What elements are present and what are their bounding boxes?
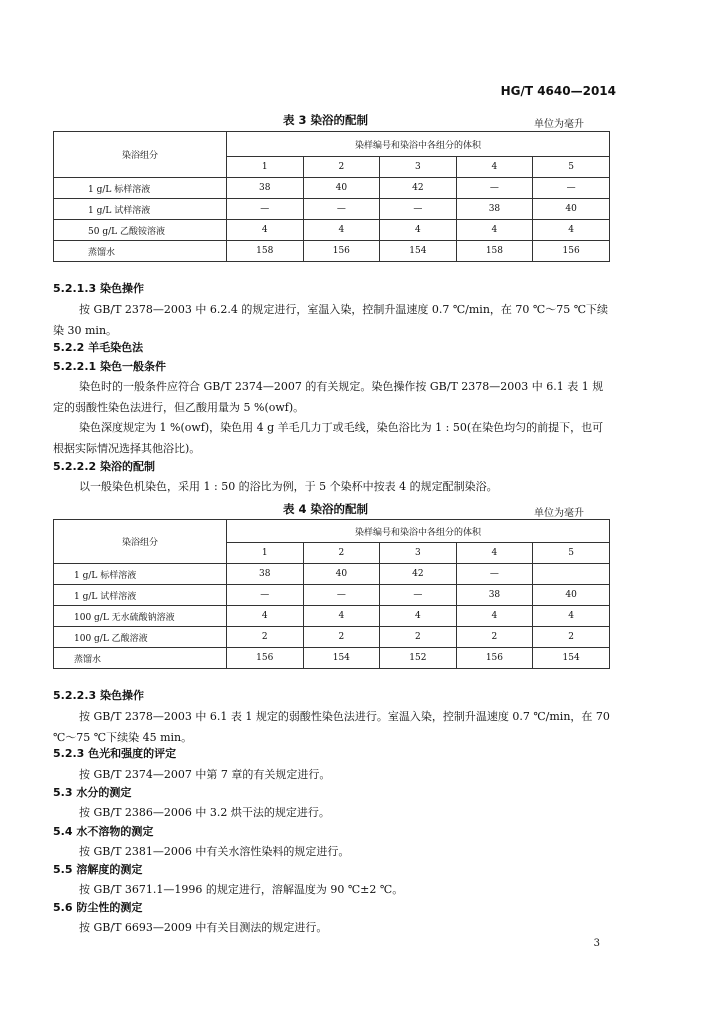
row-label: 100 g/L 无水硫酸钠溶液 — [54, 606, 227, 627]
standard-code: HG/T 4640—2014 — [500, 84, 616, 98]
table4-group-header: 染样编号和染浴中各组分的体积 — [227, 520, 610, 543]
cell: — — [380, 199, 457, 220]
table-row — [54, 199, 610, 220]
cell: 2 — [533, 627, 610, 648]
row-label: 1 g/L 试样溶液 — [54, 199, 227, 220]
table4-col-3: 3 — [380, 543, 457, 564]
cell: 154 — [380, 241, 457, 262]
heading-5-4: 5.4 水不溶物的测定 — [53, 825, 154, 838]
cell: 156 — [227, 648, 304, 669]
heading-5-2-2-1: 5.2.2.1 染色一般条件 — [53, 360, 166, 373]
paragraph-5-2-3: 按 GB/T 2374—2007 中第 7 章的有关规定进行。 — [79, 768, 331, 781]
cell: 158 — [456, 241, 533, 262]
paragraph-5-5: 按 GB/T 3671.1—1996 的规定进行，溶解温度为 90 ℃±2 ℃。 — [79, 883, 404, 896]
heading-5-2-3: 5.2.3 色光和强度的评定 — [53, 747, 177, 760]
cell: 42 — [380, 564, 457, 585]
cell: 154 — [533, 648, 610, 669]
cell: 4 — [303, 220, 380, 241]
table3-caption: 表 3 染浴的配制 — [283, 113, 369, 127]
cell: 40 — [533, 199, 610, 220]
cell: 4 — [380, 606, 457, 627]
row-label: 1 g/L 试样溶液 — [54, 585, 227, 606]
row-label: 蒸馏水 — [54, 241, 227, 262]
heading-5-2-2-3: 5.2.2.3 染色操作 — [53, 689, 144, 702]
paragraph-5-6: 按 GB/T 6693—2009 中有关目测法的规定进行。 — [79, 921, 328, 934]
cell: 40 — [303, 564, 380, 585]
table3-col-3: 3 — [380, 157, 457, 178]
heading-5-6: 5.6 防尘性的测定 — [53, 901, 143, 914]
cell: — — [303, 585, 380, 606]
page-number: 3 — [593, 938, 600, 949]
row-label: 50 g/L 乙酸铵溶液 — [54, 220, 227, 241]
heading-5-3: 5.3 水分的测定 — [53, 786, 132, 799]
row-label: 1 g/L 标样溶液 — [54, 178, 227, 199]
cell: 158 — [227, 241, 304, 262]
table3-unit: 单位为毫升 — [534, 119, 584, 130]
cell: 152 — [380, 648, 457, 669]
heading-5-5: 5.5 溶解度的测定 — [53, 863, 143, 876]
table3-col-1: 1 — [227, 157, 304, 178]
table4-row-header: 染浴组分 — [54, 520, 227, 564]
cell: 42 — [380, 178, 457, 199]
cell: — — [227, 199, 304, 220]
paragraph-5-2-2-3: 按 GB/T 2378—2003 中 6.1 表 1 规定的弱酸性染色法进行。室温入染，控制升温速度 0.7 ℃/min，在 70 ℃～75 ℃下续染 45 min。 — [53, 710, 610, 744]
paragraph-5-3: 按 GB/T 2386—2006 中 3.2 烘干法的规定进行。 — [79, 806, 330, 819]
cell: 4 — [227, 220, 304, 241]
cell: 2 — [456, 627, 533, 648]
cell: — — [456, 178, 533, 199]
cell: 4 — [456, 220, 533, 241]
cell: 4 — [533, 220, 610, 241]
heading-5-2-2-2: 5.2.2.2 染浴的配制 — [53, 460, 155, 473]
cell: 156 — [456, 648, 533, 669]
cell: 2 — [380, 627, 457, 648]
table4 — [53, 519, 610, 669]
table-row — [54, 606, 610, 627]
heading-5-2-1-3: 5.2.1.3 染色操作 — [53, 282, 144, 295]
cell — [533, 564, 610, 585]
cell: 40 — [533, 585, 610, 606]
cell: 4 — [533, 606, 610, 627]
cell: 2 — [227, 627, 304, 648]
table4-unit: 单位为毫升 — [534, 508, 584, 519]
table4-col-2: 2 — [303, 543, 380, 564]
cell: — — [380, 585, 457, 606]
cell: 4 — [380, 220, 457, 241]
paragraph-5-2-2-2: 以一般染色机染色，采用 1 : 50 的浴比为例，于 5 个染杯中按表 4 的规定配制染浴。 — [79, 480, 498, 493]
paragraph-5-2-2-1-a: 染色时的一般条件应符合 GB/T 2374—2007 的有关规定。染色操作按 GB/T 2378—2003 中 6.1 表 1 规定的弱酸性染色法进行，但乙酸用量为 5 %(owf)。 — [53, 380, 604, 414]
heading-5-2-2: 5.2.2 羊毛染色法 — [53, 341, 144, 354]
table3 — [53, 131, 610, 262]
table-row — [54, 585, 610, 606]
row-label: 100 g/L 乙酸溶液 — [54, 627, 227, 648]
table4-caption: 表 4 染浴的配制 — [283, 502, 369, 516]
table4-col-4: 4 — [456, 543, 533, 564]
table-row — [54, 178, 610, 199]
cell: 156 — [533, 241, 610, 262]
row-label: 1 g/L 标样溶液 — [54, 564, 227, 585]
paragraph-5-2-1-3: 按 GB/T 2378—2003 中 6.2.4 的规定进行，室温入染，控制升温速度 0.7 ℃/min，在 70 ℃～75 ℃下续染 30 min。 — [53, 303, 608, 337]
cell: 4 — [456, 606, 533, 627]
table3-group-header: 染样编号和染浴中各组分的体积 — [227, 132, 610, 157]
cell: — — [303, 199, 380, 220]
cell: 38 — [227, 564, 304, 585]
cell: 154 — [303, 648, 380, 669]
cell: — — [456, 564, 533, 585]
cell: 4 — [227, 606, 304, 627]
cell: 4 — [303, 606, 380, 627]
table-row — [54, 564, 610, 585]
table-row — [54, 241, 610, 262]
cell: 156 — [303, 241, 380, 262]
table3-row-header: 染浴组分 — [54, 132, 227, 178]
cell: 38 — [456, 199, 533, 220]
cell: 38 — [227, 178, 304, 199]
table-row — [54, 627, 610, 648]
table3-col-4: 4 — [456, 157, 533, 178]
row-label: 蒸馏水 — [54, 648, 227, 669]
table4-col-1: 1 — [227, 543, 304, 564]
paragraph-5-2-2-1-b: 染色深度规定为 1 %(owf)，染色用 4 g 羊毛几力丁或毛线，染色浴比为 1 : 50(在染色均匀的前提下，也可根据实际情况选择其他浴比)。 — [53, 421, 604, 455]
paragraph-5-4: 按 GB/T 2381—2006 中有关水溶性染料的规定进行。 — [79, 845, 350, 858]
cell: 38 — [456, 585, 533, 606]
cell: — — [227, 585, 304, 606]
table-row — [54, 220, 610, 241]
table3-col-2: 2 — [303, 157, 380, 178]
table4-col-5: 5 — [533, 543, 610, 564]
table-row — [54, 648, 610, 669]
cell: 2 — [303, 627, 380, 648]
table3-col-5: 5 — [533, 157, 610, 178]
cell: 40 — [303, 178, 380, 199]
cell: — — [533, 178, 610, 199]
